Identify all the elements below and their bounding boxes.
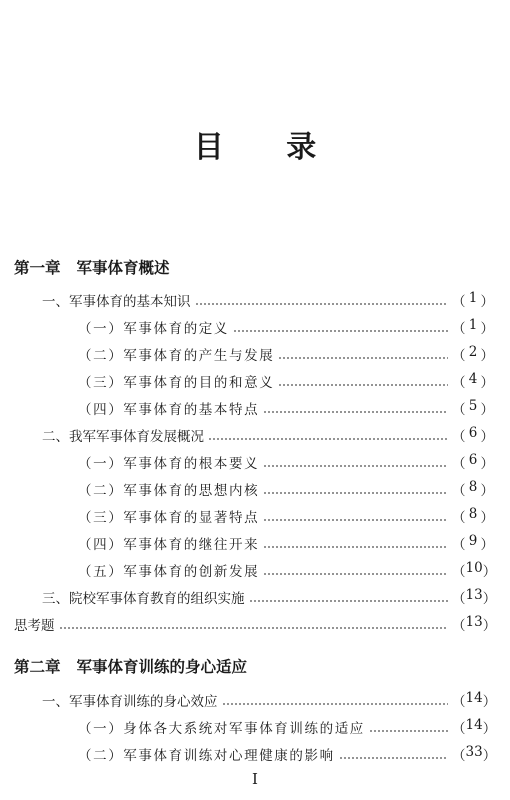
toc-entry-label: （一）军事体育的根本要义 xyxy=(78,456,260,472)
page-title: 目 录 xyxy=(193,130,343,165)
toc-page-number: （ 8 ） xyxy=(452,506,494,526)
dot-leader xyxy=(208,428,448,442)
dot-leader xyxy=(278,347,448,361)
toc-page-number: （ 13 ） xyxy=(452,587,497,607)
toc-page-number: （ 6 ） xyxy=(452,452,494,472)
toc-entry[interactable] xyxy=(78,533,494,553)
toc-page-number: （ 13 ） xyxy=(452,614,497,634)
toc-page-number: （ 14 ） xyxy=(452,717,497,737)
toc-entry-label: （一）身体各大系统对军事体育训练的适应 xyxy=(78,721,365,737)
toc-entry-label: （四）军事体育的基本特点 xyxy=(78,402,260,418)
toc-entry-label: 一、军事体育的基本知识 xyxy=(42,294,191,310)
toc-entry[interactable] xyxy=(14,614,497,634)
toc-entry-label: （二）军事体育训练对心理健康的影响 xyxy=(78,748,335,764)
toc-entry[interactable] xyxy=(78,479,494,499)
dot-leader xyxy=(263,536,448,550)
toc-entry-label: （四）军事体育的继往开来 xyxy=(78,537,260,553)
chapter-title: 军事体育概述 xyxy=(76,259,170,277)
toc-entry-label: 二、我军军事体育发展概况 xyxy=(42,429,204,445)
toc-entry-label: （三）军事体育的目的和意义 xyxy=(78,375,275,391)
chapter-title: 军事体育训练的身心适应 xyxy=(76,658,248,676)
dot-leader xyxy=(278,374,448,388)
toc-entry[interactable] xyxy=(42,587,497,607)
toc-page-number: （ 5 ） xyxy=(452,398,494,418)
chapter-number: 第二章 xyxy=(14,658,61,676)
page-number-footer: I xyxy=(252,770,258,788)
chapter-heading xyxy=(14,655,247,677)
dot-leader xyxy=(249,590,449,604)
toc-entry[interactable] xyxy=(42,425,494,445)
dot-leader xyxy=(263,563,448,577)
toc-entry[interactable] xyxy=(42,690,497,710)
toc-page-number: （ 8 ） xyxy=(452,479,494,499)
toc-entry[interactable] xyxy=(42,290,494,310)
dot-leader xyxy=(263,401,448,415)
toc-entry-label: （五）军事体育的创新发展 xyxy=(78,564,260,580)
toc-entry[interactable] xyxy=(78,717,497,737)
toc-entry-label: 三、院校军事体育教育的组织实施 xyxy=(42,591,245,607)
dot-leader xyxy=(369,720,448,734)
toc-entry[interactable] xyxy=(78,560,497,580)
toc-entry-label: （二）军事体育的产生与发展 xyxy=(78,348,275,364)
toc-entry-label: （三）军事体育的显著特点 xyxy=(78,510,260,526)
toc-entry[interactable] xyxy=(78,452,494,472)
toc-entry-label: （一）军事体育的定义 xyxy=(78,321,229,337)
toc-page-number: （ 1 ） xyxy=(452,290,494,310)
toc-page-number: （ 6 ） xyxy=(452,425,494,445)
toc-page-number: （ 9 ） xyxy=(452,533,494,553)
toc-page-number: （ 4 ） xyxy=(452,371,494,391)
dot-leader xyxy=(263,482,448,496)
toc-page-number: （ 33 ） xyxy=(452,744,497,764)
chapter-heading xyxy=(14,256,170,278)
toc-page-number: （ 1 ） xyxy=(452,317,494,337)
dot-leader xyxy=(222,693,449,707)
toc-entry-label: 思考题 xyxy=(14,618,55,634)
toc-entry-label: （二）军事体育的思想内核 xyxy=(78,483,260,499)
toc-page-number: （ 14 ） xyxy=(452,690,497,710)
dot-leader xyxy=(263,509,448,523)
toc-entry[interactable] xyxy=(78,317,494,337)
toc-page-number: （ 2 ） xyxy=(452,344,494,364)
dot-leader xyxy=(233,320,448,334)
dot-leader xyxy=(339,747,448,761)
dot-leader xyxy=(195,293,449,307)
toc-entry[interactable] xyxy=(78,398,494,418)
toc-entry[interactable] xyxy=(78,344,494,364)
dot-leader xyxy=(263,455,448,469)
chapter-number: 第一章 xyxy=(14,259,61,277)
toc-entry-label: 一、军事体育训练的身心效应 xyxy=(42,694,218,710)
dot-leader xyxy=(59,617,449,631)
toc-page-number: （ 10 ） xyxy=(452,560,497,580)
toc-entry[interactable] xyxy=(78,371,494,391)
toc-entry[interactable] xyxy=(78,744,497,764)
toc-entry[interactable] xyxy=(78,506,494,526)
